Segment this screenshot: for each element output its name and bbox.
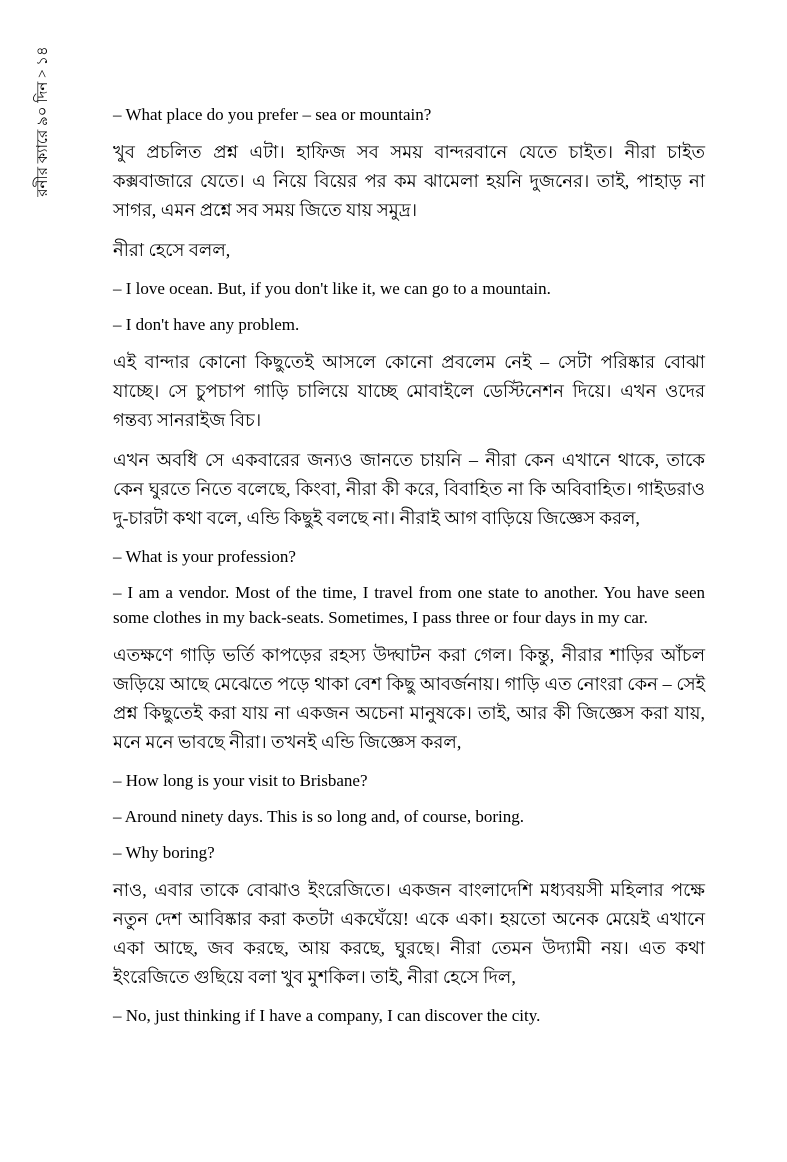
paragraph: – What place do you prefer – sea or mountain? [113,105,432,124]
paragraph: – I don't have any problem. [113,315,300,334]
paragraph: নাও, এবার তাকে বোঝাও ইংরেজিতে। একজন বাংলাদেশি মধ্যবয়সী মহিলার পক্ষে নতুন দেশ আবিষ্কার করা কতটা একঘেঁয়ে! একে একা। হয়তো অনেক মেয়েই এখানে একা আছে, জব করছে, আয় করছে, ঘুরছে। নীরা তেমন উদ্যামী নয়। এত কথা ইংরেজিতে গুছিয়ে বলা খুব মুশকিল। তাই, নীরা হেসে দিল, [113,880,705,987]
running-head [32,36,54,206]
paragraph: – What is your profession? [113,547,296,566]
paragraph: – Around ninety days. This is so long and, of course, boring. [113,807,524,826]
paragraph: খুব প্রচলিত প্রশ্ন এটা। হাফিজ সব সময় বান্দরবানে যেতে চাইত। নীরা চাইত কক্সবাজারে যেতে। এ নিয়ে বিয়ের পর কম ঝামেলা হয়নি দুজনের। তাই, পাহাড় না সাগর, এমন প্রশ্নে সব সময় জিতে যায় সমুদ্র। [113,142,705,220]
page-body [113,102,705,1039]
paragraph: – I love ocean. But, if you don't like it, we can go to a mountain. [113,279,551,298]
paragraph: এতক্ষণে গাড়ি ভর্তি কাপড়ের রহস্য উদ্ঘাটন করা গেল। কিন্তু, নীরার শাড়ির আঁচল জড়িয়ে আছে মেঝেতে পড়ে থাকা বেশ কিছু আবর্জনায়। গাড়ি এত নোংরা কেন – সেই প্রশ্ন কিছুতেই করা যায় না একজন অচেনা মানুষকে। তাই, আর কী জিজ্ঞেস করা যায়, মনে মনে ভাবছে নীরা। তখনই এন্ডি জিজ্ঞেস করল, [113,645,705,752]
paragraph: – Why boring? [113,843,215,862]
paragraph: এই বান্দার কোনো কিছুতেই আসলে কোনো প্রবলেম নেই – সেটা পরিষ্কার বোঝা যাচ্ছে। সে চুপচাপ গাড়ি চালিয়ে যাচ্ছে মোবাইলে ডেস্টিনেশন দিয়ে। এখন ওদের গন্তব্য সানরাইজ বিচ। [113,352,705,430]
paragraph: – No, just thinking if I have a company, I can discover the city. [113,1006,541,1025]
paragraph: – How long is your visit to Brisbane? [113,771,368,790]
running-head-text: রনীর ক্যারে ৯০ দিন > ১৪ [34,45,51,197]
paragraph: নীরা হেসে বলল, [113,240,231,260]
paragraph: – I am a vendor. Most of the time, I travel from one state to another. You have seen some clothes in my back-seats. Sometimes, I pass three or four days in my car. [113,583,705,627]
paragraph: এখন অবধি সে একবারের জন্যও জানতে চায়নি – নীরা কেন এখানে থাকে, তাকে কেন ঘুরতে নিতে বলেছে, কিংবা, নীরা কী করে, বিবাহিত না কি অবিবাহিত। গাইডরাও দু-চারটা কথা বলে, এন্ডি কিছুই বলছে না। নীরাই আগ বাড়িয়ে জিজ্ঞেস করল, [113,450,705,528]
